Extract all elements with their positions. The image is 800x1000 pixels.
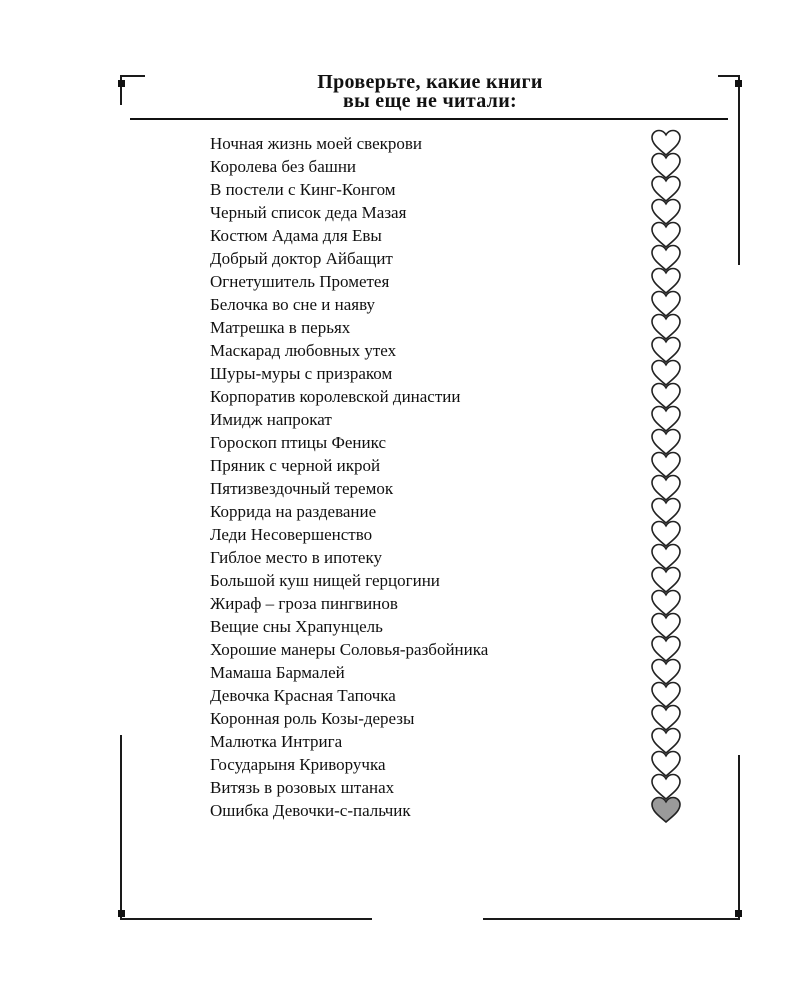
book-title: Костюм Адама для Евы [210,226,382,245]
book-title: Гиблое место в ипотеку [210,548,382,567]
book-title: Белочка во сне и наяву [210,295,376,314]
book-title: Девочка Красная Тапочка [210,686,396,705]
book-title: Пряник с черной икрой [210,456,381,475]
frame-left-bottom-line [120,735,122,920]
book-title: Леди Несовершенство [210,525,373,544]
book-title: Ошибка Девочки-с-пальчик [210,801,411,820]
book-title: Витязь в розовых штанах [210,778,395,797]
book-title: В постели с Кинг-Конгом [210,180,396,199]
frame-right-top-line [738,75,740,265]
page-title-line-2: вы еще не читали: [342,90,517,112]
book-title: Ночная жизнь моей свекрови [210,134,423,153]
book-title: Добрый доктор Айбащит [210,249,393,268]
book-title: Черный список деда Мазая [210,203,407,222]
page-title-line-1: Проверьте, какие книги [317,71,543,93]
book-checklist [210,132,730,822]
frame-corner-bottom-left [118,910,125,917]
book-title: Шуры-муры с призраком [210,364,393,383]
heart-filled-icon[interactable] [650,795,682,825]
book-title: Матрешка в перьях [210,318,351,337]
frame-corner-top-left [118,80,125,87]
book-title: Корпоратив королевской династии [210,387,461,406]
book-title: Коронная роль Козы-дерезы [210,709,415,728]
frame-corner-top-right [735,80,742,87]
book-title: Государыня Криворучка [210,755,386,774]
frame-bottom-left-line [120,918,372,920]
book-title: Малютка Интрига [210,732,343,751]
book-title: Коррида на раздевание [210,502,377,521]
page-title [130,73,730,111]
book-title: Мамаша Бармалей [210,663,345,682]
book-title: Огнетушитель Прометея [210,272,390,291]
frame-corner-bottom-right [735,910,742,917]
book-title: Большой куш нищей герцогини [210,571,440,590]
frame-bottom-right-line [483,918,740,920]
book-title: Жираф – гроза пингвинов [210,594,398,613]
title-divider [130,118,728,120]
book-title: Имидж напрокат [210,410,332,429]
book-title: Вещие сны Храпунцель [210,617,383,636]
heart-shape [652,798,680,823]
list-item [210,799,730,822]
book-title: Королева без башни [210,157,357,176]
book-title: Гороскоп птицы Феникс [210,433,386,452]
book-title: Хорошие манеры Соловья-разбойника [210,640,489,659]
frame-right-bottom-line [738,755,740,920]
book-title: Маскарад любовных утех [210,341,397,360]
book-title: Пятизвездочный теремок [210,479,394,498]
